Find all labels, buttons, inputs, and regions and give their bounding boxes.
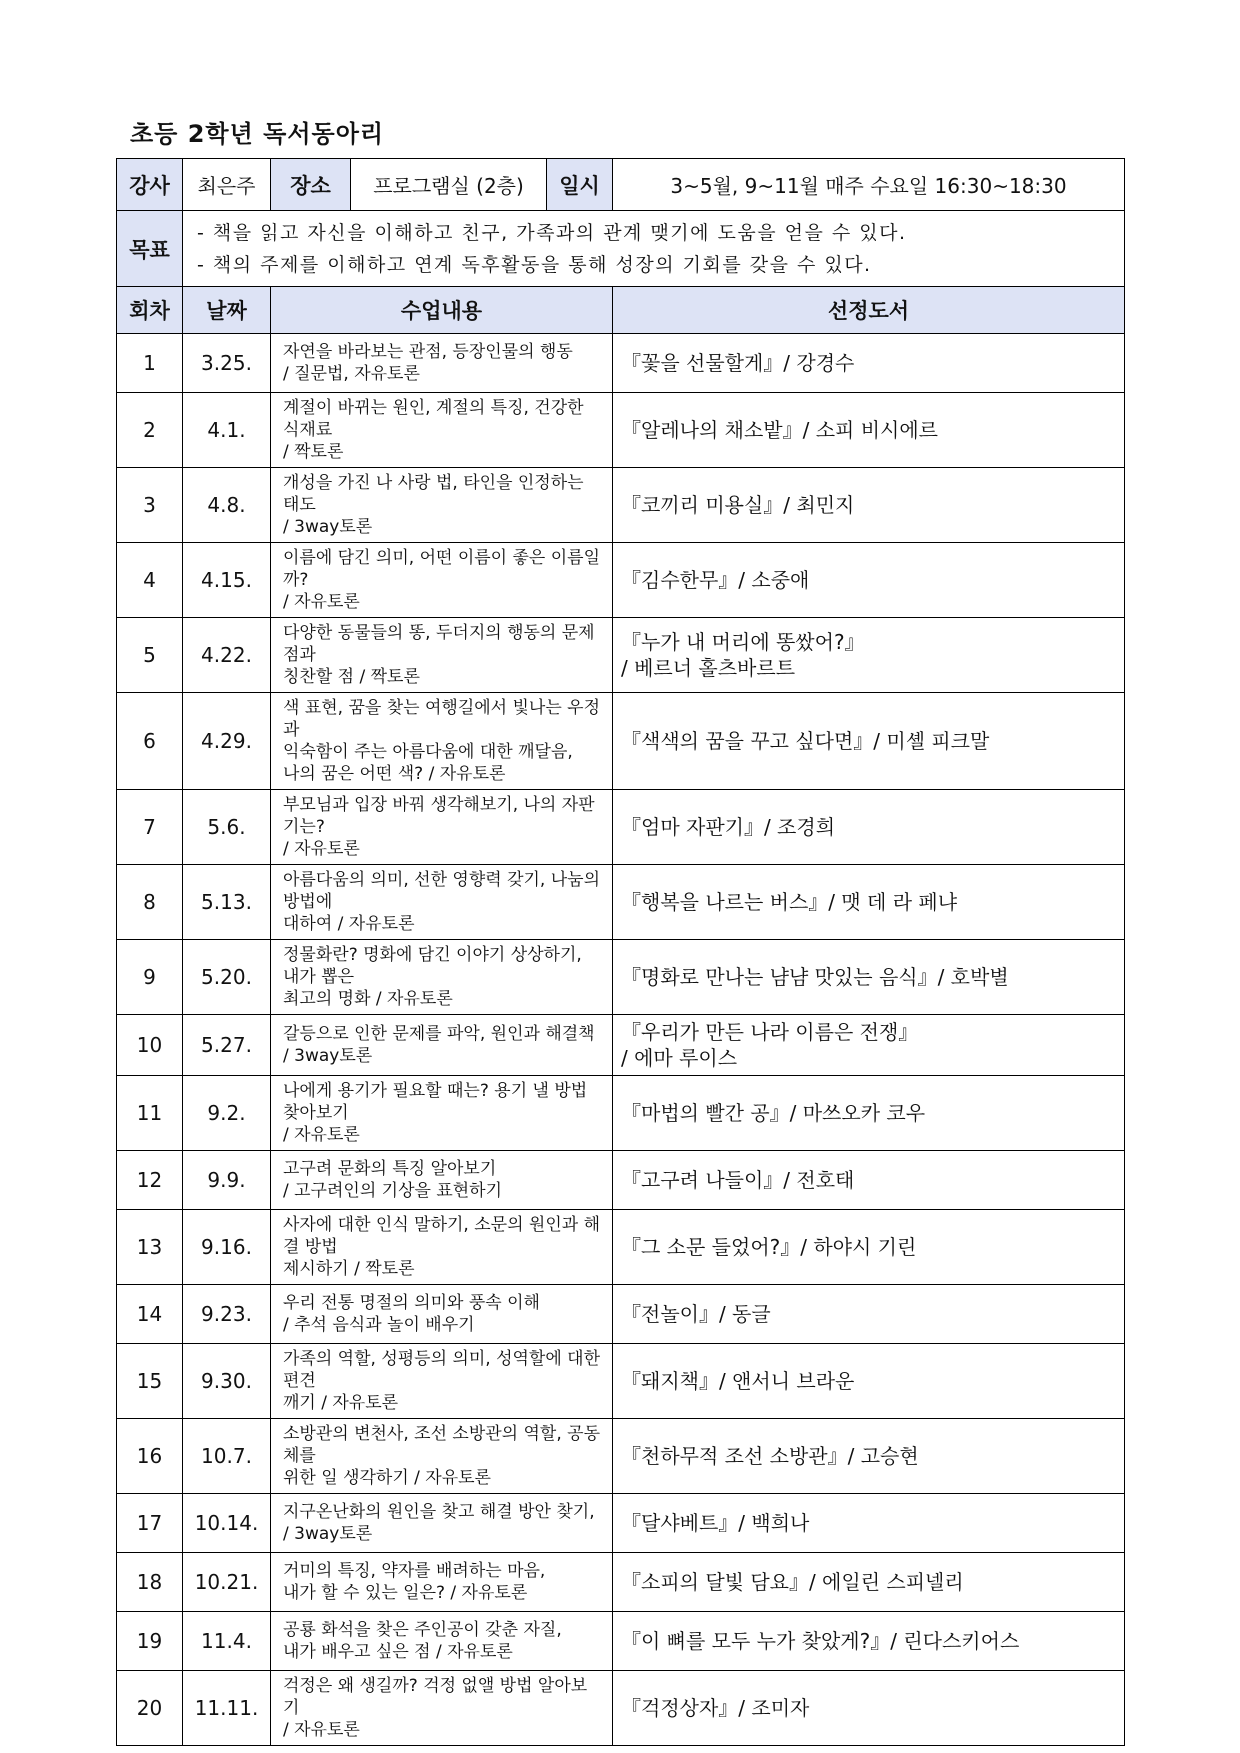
session-number: 1 xyxy=(117,334,183,393)
table-row xyxy=(117,865,1125,940)
session-content xyxy=(271,543,613,618)
selected-book xyxy=(613,693,1125,790)
content-line: 아름다움의 의미, 선한 영향력 갖기, 나눔의 방법에 xyxy=(283,870,601,912)
session-date: 10.21. xyxy=(183,1553,271,1612)
session-date: 9.2. xyxy=(183,1076,271,1151)
content-line: / 자유토론 xyxy=(283,1720,360,1740)
session-number: 14 xyxy=(117,1285,183,1344)
table-row xyxy=(117,790,1125,865)
content-line: / 자유토론 xyxy=(283,592,360,612)
table-row xyxy=(117,940,1125,1015)
table-row xyxy=(117,393,1125,468)
session-content xyxy=(271,1419,613,1494)
selected-book xyxy=(613,865,1125,940)
selected-book xyxy=(613,393,1125,468)
table-row xyxy=(117,1671,1125,1746)
session-date: 11.11. xyxy=(183,1671,271,1746)
content-line: 계절이 바뀌는 원인, 계절의 특징, 건강한 식재료 xyxy=(283,398,584,440)
session-number: 2 xyxy=(117,393,183,468)
selected-book xyxy=(613,618,1125,693)
teacher-label: 강사 xyxy=(117,159,183,211)
selected-book xyxy=(613,1612,1125,1671)
content-line: 우리 전통 명절의 의미와 풍속 이해 xyxy=(283,1293,540,1313)
selected-book xyxy=(613,1015,1125,1076)
book-line: 『꽃을 선물할게』/ 강경수 xyxy=(621,351,855,375)
content-line: / 자유토론 xyxy=(283,1125,360,1145)
page-title: 초등 2학년 독서동아리 xyxy=(130,120,385,148)
session-content xyxy=(271,393,613,468)
content-line: 내가 배우고 싶은 점 / 자유토론 xyxy=(283,1642,513,1662)
session-content xyxy=(271,618,613,693)
book-line: 『천하무적 조선 소방관』/ 고승현 xyxy=(621,1444,919,1468)
goal-line: - 책의 주제를 이해하고 연계 독후활동을 통해 성장의 기회를 갖을 수 있다. xyxy=(197,253,872,276)
goal-label: 목표 xyxy=(117,211,183,287)
selected-book xyxy=(613,468,1125,543)
book-line: 『알레나의 채소밭』/ 소피 비시에르 xyxy=(621,418,938,442)
session-content xyxy=(271,1285,613,1344)
session-content xyxy=(271,468,613,543)
content-line: 고구려 문화의 특징 알아보기 xyxy=(283,1159,497,1179)
content-line: 칭찬할 점 / 짝토론 xyxy=(283,667,420,687)
session-number: 6 xyxy=(117,693,183,790)
content-line: / 자유토론 xyxy=(283,839,360,859)
session-number: 7 xyxy=(117,790,183,865)
session-content xyxy=(271,1210,613,1285)
content-line: 이름에 담긴 의미, 어떤 이름이 좋은 이름일까? xyxy=(283,548,601,590)
content-line: 지구온난화의 원인을 찾고 해결 방안 찾기, xyxy=(283,1502,595,1522)
selected-book xyxy=(613,790,1125,865)
session-date: 5.20. xyxy=(183,940,271,1015)
book-line: 『돼지책』/ 앤서니 브라운 xyxy=(621,1369,855,1393)
session-content xyxy=(271,1671,613,1746)
session-content xyxy=(271,1151,613,1210)
content-line: 내가 할 수 있는 일은? / 자유토론 xyxy=(283,1583,528,1603)
table-row xyxy=(117,468,1125,543)
session-date: 10.14. xyxy=(183,1494,271,1553)
book-line: 『걱정상자』/ 조미자 xyxy=(621,1696,810,1720)
content-line: 개성을 가진 나 사랑 법, 타인을 인정하는 태도 xyxy=(283,473,584,515)
session-number: 13 xyxy=(117,1210,183,1285)
content-line: 최고의 명화 / 자유토론 xyxy=(283,989,453,1009)
selected-book xyxy=(613,1494,1125,1553)
content-line: 대하여 / 자유토론 xyxy=(283,914,415,934)
session-date: 4.22. xyxy=(183,618,271,693)
session-date: 3.25. xyxy=(183,334,271,393)
session-date: 9.16. xyxy=(183,1210,271,1285)
teacher-value: 최은주 xyxy=(183,159,271,211)
content-line: 깨기 / 자유토론 xyxy=(283,1393,399,1413)
book-line: 『엄마 자판기』/ 조경희 xyxy=(621,815,836,839)
content-line: 걱정은 왜 생길까? 걱정 없앨 방법 알아보기 xyxy=(283,1676,588,1718)
content-line: 색 표현, 꿈을 찾는 여행길에서 빛나는 우정과 xyxy=(283,698,601,740)
book-line: / 에마 루이스 xyxy=(621,1046,738,1070)
session-date: 5.6. xyxy=(183,790,271,865)
book-line: 『우리가 만든 나라 이름은 전쟁』 xyxy=(621,1020,919,1044)
selected-book xyxy=(613,1419,1125,1494)
table-row xyxy=(117,1612,1125,1671)
book-line: 『달샤베트』/ 백희나 xyxy=(621,1511,810,1535)
session-date: 4.1. xyxy=(183,393,271,468)
table-row xyxy=(117,1151,1125,1210)
time-label: 일시 xyxy=(547,159,613,211)
selected-book xyxy=(613,1210,1125,1285)
session-content xyxy=(271,1076,613,1151)
content-line: / 고구려인의 기상을 표현하기 xyxy=(283,1181,503,1201)
session-number: 12 xyxy=(117,1151,183,1210)
goal-row xyxy=(117,211,1125,287)
session-content xyxy=(271,865,613,940)
session-date: 11.4. xyxy=(183,1612,271,1671)
content-line: / 짝토론 xyxy=(283,442,344,462)
column-date: 날짜 xyxy=(183,287,271,334)
table-row xyxy=(117,1494,1125,1553)
session-date: 4.29. xyxy=(183,693,271,790)
place-value: 프로그램실 (2층) xyxy=(351,159,547,211)
column-session: 회차 xyxy=(117,287,183,334)
content-line: 정물화란? 명화에 담긴 이야기 상상하기, 내가 뽑은 xyxy=(283,945,582,987)
table-row xyxy=(117,1015,1125,1076)
content-line: 자연을 바라보는 관점, 등장인물의 행동 xyxy=(283,342,573,362)
table-row xyxy=(117,1285,1125,1344)
session-date: 9.30. xyxy=(183,1344,271,1419)
session-date: 4.8. xyxy=(183,468,271,543)
content-line: 공룡 화석을 찾은 주인공이 갖춘 자질, xyxy=(283,1620,562,1640)
goal-line: - 책을 읽고 자신을 이해하고 친구, 가족과의 관계 맺기에 도움을 얻을 수 있다. xyxy=(197,221,907,244)
session-number: 3 xyxy=(117,468,183,543)
content-line: / 추석 음식과 놀이 배우기 xyxy=(283,1315,475,1335)
column-content: 수업내용 xyxy=(271,287,613,334)
session-number: 19 xyxy=(117,1612,183,1671)
session-content xyxy=(271,1553,613,1612)
column-book: 선정도서 xyxy=(613,287,1125,334)
book-line: 『소피의 달빛 담요』/ 에일린 스피넬리 xyxy=(621,1570,964,1594)
session-number: 11 xyxy=(117,1076,183,1151)
book-line: 『명화로 만나는 냠냠 맛있는 음식』/ 호박별 xyxy=(621,965,1009,989)
table-row xyxy=(117,1344,1125,1419)
session-content xyxy=(271,1015,613,1076)
book-line: 『코끼리 미용실』/ 최민지 xyxy=(621,493,855,517)
content-line: 다양한 동물들의 똥, 두더지의 행동의 문제점과 xyxy=(283,623,595,665)
book-line: 『누가 내 머리에 똥쌌어?』 xyxy=(621,630,865,654)
book-line: 『색색의 꿈을 꾸고 싶다면』/ 미셸 피크말 xyxy=(621,729,990,753)
content-line: 익숙함이 주는 아름다움에 대한 깨달음, xyxy=(283,742,573,762)
place-label: 장소 xyxy=(271,159,351,211)
content-line: / 3way토론 xyxy=(283,1524,373,1544)
selected-book xyxy=(613,1285,1125,1344)
session-content xyxy=(271,940,613,1015)
book-line: 『행복을 나르는 버스』/ 맷 데 라 페냐 xyxy=(621,890,958,914)
content-line: 나에게 용기가 필요할 때는? 용기 낼 방법 찾아보기 xyxy=(283,1081,588,1123)
session-content xyxy=(271,1344,613,1419)
content-line: 나의 꿈은 어떤 색? / 자유토론 xyxy=(283,764,506,784)
session-number: 5 xyxy=(117,618,183,693)
session-date: 9.23. xyxy=(183,1285,271,1344)
session-date: 10.7. xyxy=(183,1419,271,1494)
table-row xyxy=(117,543,1125,618)
content-line: 제시하기 / 짝토론 xyxy=(283,1259,415,1279)
session-number: 15 xyxy=(117,1344,183,1419)
session-date: 9.9. xyxy=(183,1151,271,1210)
schedule-table xyxy=(116,158,1125,1746)
session-content xyxy=(271,334,613,393)
time-value: 3~5월, 9~11월 매주 수요일 16:30~18:30 xyxy=(613,159,1125,211)
session-number: 9 xyxy=(117,940,183,1015)
table-row xyxy=(117,1419,1125,1494)
session-number: 16 xyxy=(117,1419,183,1494)
content-line: / 질문법, 자유토론 xyxy=(283,364,420,384)
table-row xyxy=(117,1553,1125,1612)
content-line: 사자에 대한 인식 말하기, 소문의 원인과 해결 방법 xyxy=(283,1215,601,1257)
selected-book xyxy=(613,1076,1125,1151)
content-line: / 3way토론 xyxy=(283,517,373,537)
book-line: 『이 뼈를 모두 누가 찾았게?』/ 린다스키어스 xyxy=(621,1629,1020,1653)
content-line: 위한 일 생각하기 / 자유토론 xyxy=(283,1468,491,1488)
content-line: 갈등으로 인한 문제를 파악, 원인과 해결책 xyxy=(283,1024,595,1044)
session-content xyxy=(271,1494,613,1553)
selected-book xyxy=(613,1671,1125,1746)
book-line: 『김수한무』/ 소중애 xyxy=(621,568,810,592)
goal-text xyxy=(183,211,1125,287)
content-line: 소방관의 변천사, 조선 소방관의 역할, 공동체를 xyxy=(283,1424,601,1466)
selected-book xyxy=(613,1151,1125,1210)
book-line: 『그 소문 들었어?』/ 하야시 기린 xyxy=(621,1235,917,1259)
content-line: 가족의 역할, 성평등의 의미, 성역할에 대한 편견 xyxy=(283,1349,601,1391)
column-header-row xyxy=(117,287,1125,334)
table-row xyxy=(117,1210,1125,1285)
table-row xyxy=(117,334,1125,393)
session-date: 5.27. xyxy=(183,1015,271,1076)
session-number: 20 xyxy=(117,1671,183,1746)
book-line: 『마법의 빨간 공』/ 마쓰오카 코우 xyxy=(621,1101,926,1125)
session-number: 17 xyxy=(117,1494,183,1553)
session-number: 8 xyxy=(117,865,183,940)
selected-book xyxy=(613,1344,1125,1419)
table-row xyxy=(117,693,1125,790)
info-row xyxy=(117,159,1125,211)
session-date: 4.15. xyxy=(183,543,271,618)
selected-book xyxy=(613,940,1125,1015)
selected-book xyxy=(613,1553,1125,1612)
session-number: 10 xyxy=(117,1015,183,1076)
session-content xyxy=(271,693,613,790)
session-content xyxy=(271,1612,613,1671)
session-content xyxy=(271,790,613,865)
table-row xyxy=(117,618,1125,693)
selected-book xyxy=(613,543,1125,618)
book-line: 『고구려 나들이』/ 전호태 xyxy=(621,1168,855,1192)
session-date: 5.13. xyxy=(183,865,271,940)
content-line: 거미의 특징, 약자를 배려하는 마음, xyxy=(283,1561,546,1581)
content-line: / 3way토론 xyxy=(283,1046,373,1066)
book-line: / 베르너 홀츠바르트 xyxy=(621,656,796,680)
session-number: 4 xyxy=(117,543,183,618)
session-number: 18 xyxy=(117,1553,183,1612)
selected-book xyxy=(613,334,1125,393)
book-line: 『전놀이』/ 동글 xyxy=(621,1302,771,1326)
content-line: 부모님과 입장 바꿔 생각해보기, 나의 자판기는? xyxy=(283,795,595,837)
table-row xyxy=(117,1076,1125,1151)
